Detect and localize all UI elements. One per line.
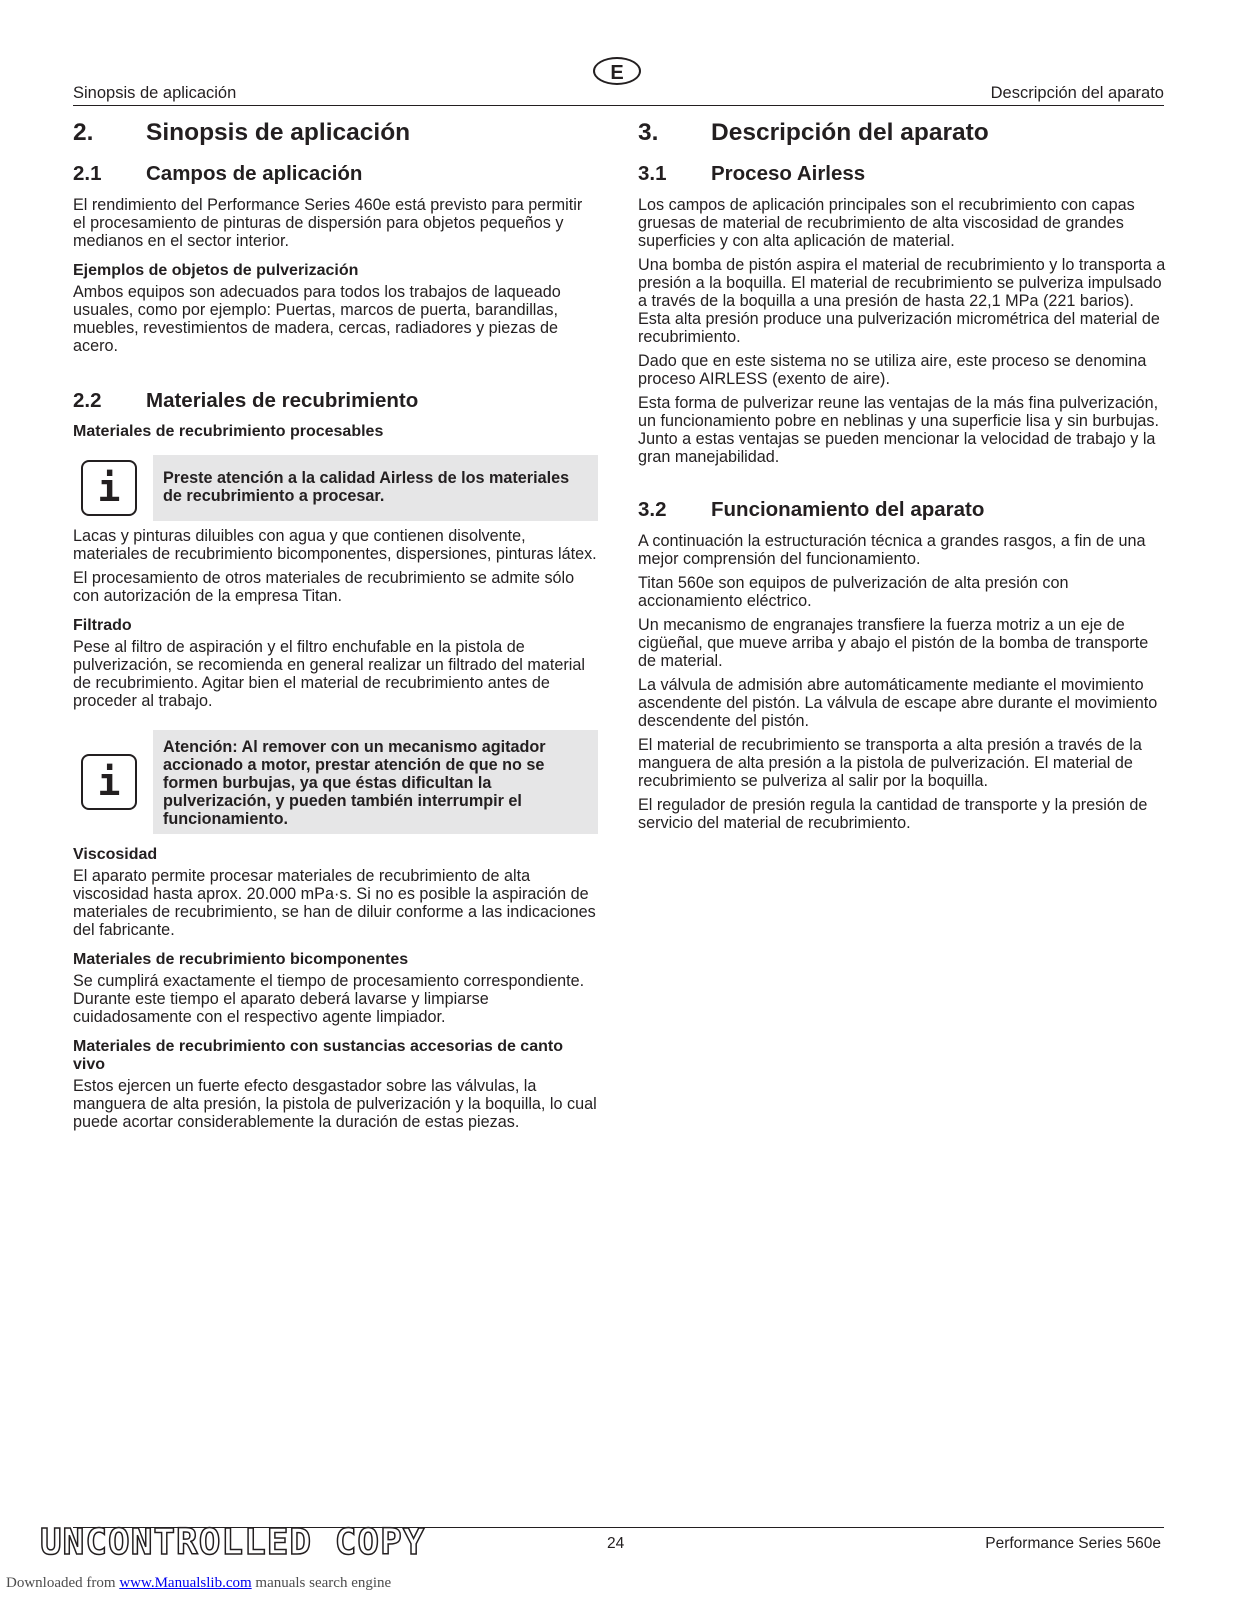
paragraph: El procesamiento de otros materiales de recubrimiento se admite sólo con autorización de la empresa Titan. xyxy=(73,569,575,605)
subheading: Materiales de recubrimiento procesables xyxy=(73,423,384,440)
paragraph: Se cumplirá exactamente el tiempo de procesamiento correspondiente. Durante este tiempo el aparato deberá lavarse y limpiarse cuidadosamente con el respectivo agente limpiador. xyxy=(73,972,585,1026)
paragraph: El aparato permite procesar materiales de recubrimiento de alta viscosidad hasta aprox. 20.000 mPa·s. Si no es posible la aspiración de materiales de recubrimiento, se han de diluir conforme a las indicaciones del fabricante. xyxy=(73,867,596,939)
note-text: Atención: Al remover con un mecanismo agitador accionado a motor, prestar atención de que no se formen burbujas, ya que éstas dificultan la pulverización, y pueden también interrumpir el funcionamiento. xyxy=(153,730,598,834)
section-title: Campos de aplicación xyxy=(146,162,363,185)
section-number: 2.1 xyxy=(73,162,102,185)
section-title: Descripción del aparato xyxy=(711,119,989,146)
section-title: Proceso Airless xyxy=(711,162,866,185)
page-number: 24 xyxy=(607,1535,625,1552)
running-header-right: Descripción del aparato xyxy=(990,84,1164,102)
paragraph: Ambos equipos son adecuados para todos los trabajos de laqueado usuales, como por ejemplo: Puertas, marcos de puerta, barandillas, muebles, revestimientos de madera, cercas, radiadores y piezas de acero. xyxy=(73,283,561,355)
manualslib-link[interactable]: www.Manualslib.com xyxy=(119,1575,252,1591)
right-column xyxy=(638,116,1166,838)
section-3-2-heading xyxy=(638,496,1166,524)
header-rule xyxy=(73,105,1164,106)
paragraph: Un mecanismo de engranajes transfiere la fuerza motriz a un eje de cigüeñal, que mueve arriba y abajo el pistón de la bomba de transporte de material. xyxy=(638,616,1149,670)
download-suffix: manuals search engine xyxy=(251,1575,392,1591)
section-2-heading xyxy=(73,116,598,150)
paragraph: Pese al filtro de aspiración y el filtro enchufable en la pistola de pulverización, se recomienda en general realizar un filtrado del material de recubrimiento. Agitar bien el material de recubrimiento antes de proceder al trabajo. xyxy=(73,638,585,710)
paragraph: Estos ejercen un fuerte efecto desgastador sobre las válvulas, la manguera de alta presión, la pistola de pulverización y la boquilla, lo cual puede acortar considerablemente la duración de estas piezas. xyxy=(73,1077,597,1131)
paragraph: Dado que en este sistema no se utiliza aire, este proceso se denomina proceso AIRLESS (exento de aire). xyxy=(638,352,1147,388)
section-number: 2.2 xyxy=(73,389,102,412)
section-number: 3. xyxy=(638,119,659,146)
paragraph: El material de recubrimiento se transporta a alta presión a través de la manguera de alta presión a la pistola de pulverización. El material de recubrimiento se pulveriza al salir por la boquilla. xyxy=(638,736,1142,790)
paragraph: La válvula de admisión abre automáticamente mediante el movimiento ascendente del pistón. La válvula de escape abre durante el movimiento descendente del pistón. xyxy=(638,676,1158,730)
subheading: Ejemplos de objetos de pulverización xyxy=(73,262,359,279)
section-number: 3.1 xyxy=(638,162,667,185)
paragraph: A continuación la estructuración técnica a grandes rasgos, a fin de una mejor comprensión del funcionamiento. xyxy=(638,532,1146,568)
section-number: 3.2 xyxy=(638,498,667,521)
info-note xyxy=(73,455,598,521)
paragraph: Lacas y pinturas diluibles con agua y que contienen disolvente, materiales de recubrimiento bicomponentes, dispersiones, pinturas látex. xyxy=(73,527,597,563)
info-note xyxy=(73,730,598,834)
running-header-left: Sinopsis de aplicación xyxy=(73,84,237,102)
language-badge: E xyxy=(593,57,641,85)
subheading: Viscosidad xyxy=(73,846,158,863)
info-icon: i xyxy=(81,460,137,516)
left-column xyxy=(73,116,598,1137)
section-3-heading xyxy=(638,116,1166,150)
section-number: 2. xyxy=(73,119,94,146)
info-icon: i xyxy=(81,754,137,810)
note-text: Preste atención a la calidad Airless de los materiales de recubrimiento a procesar. xyxy=(153,455,598,521)
paragraph: Los campos de aplicación principales son el recubrimiento con capas gruesas de material de recubrimiento de alta viscosidad de grandes superficies y con alta aplicación de material. xyxy=(638,196,1135,250)
subheading: Materiales de recubrimiento bicomponentes xyxy=(73,951,409,968)
subheading: Filtrado xyxy=(73,617,132,634)
section-3-1-heading xyxy=(638,160,1166,188)
subheading: Materiales de recubrimiento con sustancias accesorias de canto vivo xyxy=(73,1038,563,1073)
download-notice xyxy=(6,1575,391,1592)
section-2-2-heading xyxy=(73,387,598,415)
section-title: Sinopsis de aplicación xyxy=(146,119,411,146)
paragraph: Una bomba de pistón aspira el material de recubrimiento y lo transporta a presión a la boquilla. El material de recubrimiento se pulveriza impulsado a través de la boquilla a una presión de hasta 22,1 MPa (221 barios). Esta alta presión produce una pulverización micrométrica del material de recubrimiento. xyxy=(638,256,1166,346)
paragraph: Titan 560e son equipos de pulverización de alta presión con accionamiento eléctrico. xyxy=(638,574,1069,610)
section-2-1-heading xyxy=(73,160,598,188)
paragraph: El regulador de presión regula la cantidad de transporte y la presión de servicio del material de recubrimiento. xyxy=(638,796,1148,832)
paragraph: Esta forma de pulverizar reune las ventajas de la más fina pulverización, un funcionamiento pobre en neblinas y una superficie lisa y sin burbujas. Junto a estas ventajas se pueden mencionar la velocidad de trabajo y la gran manejabilidad. xyxy=(638,394,1160,466)
uncontrolled-copy-stamp: UNCONTROLLED COPY xyxy=(40,1522,426,1563)
paragraph: El rendimiento del Performance Series 460e está previsto para permitir el procesamiento de pinturas de dispersión para objetos pequeños y medianos en el sector interior. xyxy=(73,196,583,250)
section-title: Materiales de recubrimiento xyxy=(146,389,419,412)
download-prefix: Downloaded from xyxy=(6,1575,120,1591)
document-name: Performance Series 560e xyxy=(985,1535,1161,1552)
section-title: Funcionamiento del aparato xyxy=(711,498,985,521)
